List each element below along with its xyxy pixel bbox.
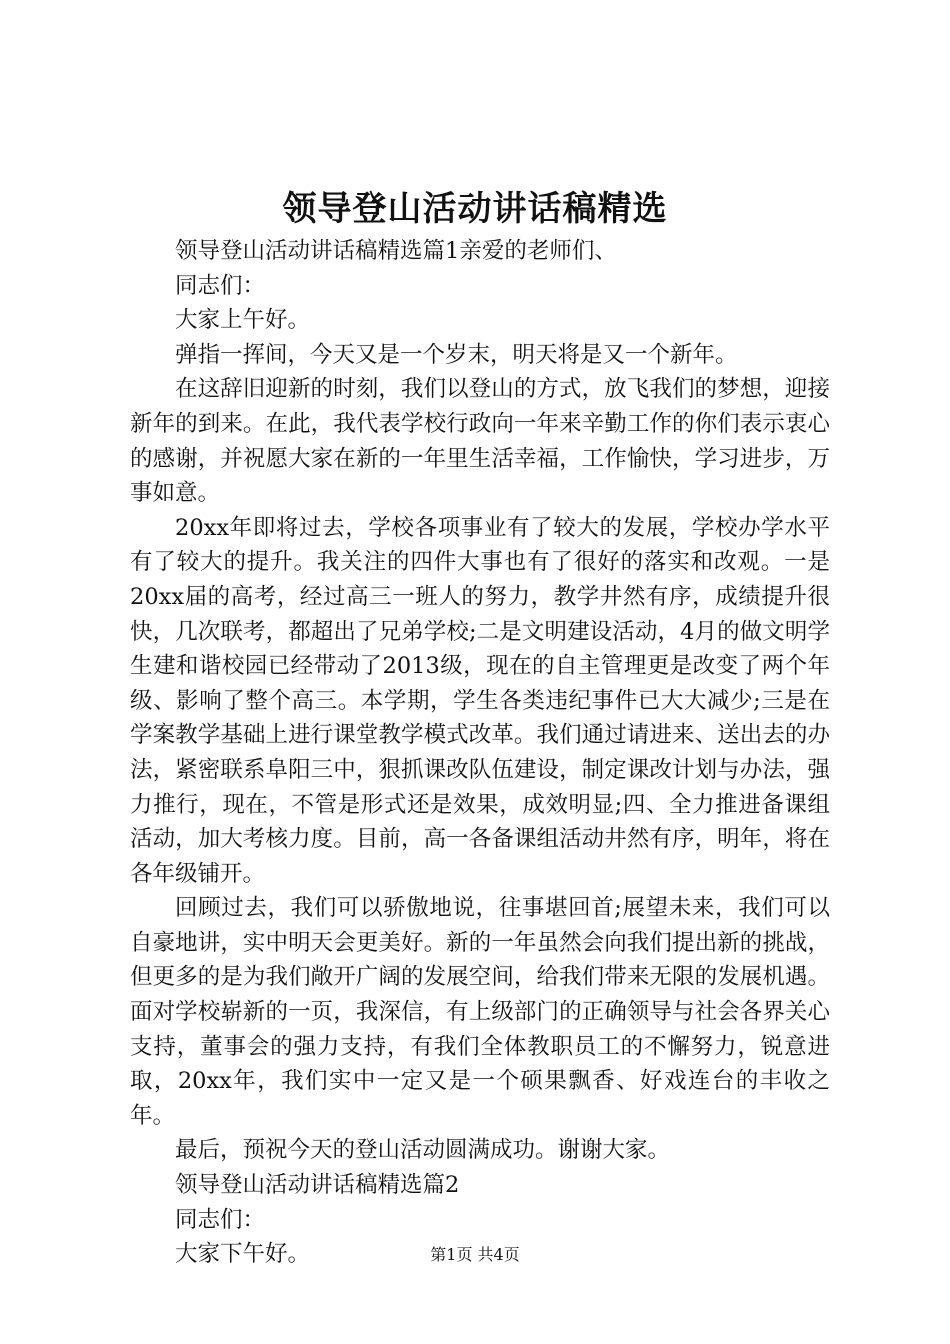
paragraph: 同志们： <box>175 1206 266 1233</box>
paragraph: 领导登山活动讲话稿精选篇1亲爱的老师们、 <box>175 238 617 264</box>
paragraph: 大家下午好。 <box>175 1241 311 1268</box>
paragraph: 20xx年即将过去，学校各项事业有了较大的发展，学校办学水平有了较大的提升。我关注的四件大事也有了很好的落实和改观。一是20xx届的高考，经过高三一班人的努力，教学井然有序，成绩提升很快，几次联考，都超出了兄弟学校;二是文明建设活动，4月的做文明学生建和谐校园已经带动了2013级，现在的自主管理更是改变了两个年级、影响了整个高三。本学期，学生各类违纪事件已大大减少;三是在学案教学基础上进行课堂教学模式改革。我们通过请进来、送出去的办法，紧密联系阜阳三中，狠抓课改队伍建设，制定课改计划与办法，强力推行，现在，不管是形式还是效果，成效明显;四、全力推进备课组活动，加大考核力度。目前，高一各备课组活动井然有序，明年，将在各年级铺开。 <box>130 514 830 887</box>
paragraph: 在这辞旧迎新的时刻，我们以登山的方式，放飞我们的梦想，迎接新年的到来。在此，我代表学校行政向一年来辛勤工作的你们表示衷心的感谢，并祝愿大家在新的一年里生活幸福，工作愉快，学习进步，万事如意。 <box>130 376 830 507</box>
paragraph: 弹指一挥间，今天又是一个岁末，明天将是又一个新年。 <box>175 341 738 368</box>
document-body <box>130 234 830 1272</box>
page-number-footer: 第1页 共4页 <box>430 1245 520 1264</box>
paragraph: 大家上午好。 <box>175 307 311 334</box>
document-title: 领导登山活动讲话稿精选 <box>282 189 668 229</box>
paragraph: 回顾过去，我们可以骄傲地说，往事堪回首;展望未来，我们可以自豪地讲，实中明天会更美好。新的一年虽然会向我们提出新的挑战，但更多的是为我们敞开广阔的发展空间，给我们带来无限的发展机遇。面对学校崭新的一页，我深信，有上级部门的正确领导与社会各界关心支持，董事会的强力支持，有我们全体教职员工的不懈努力，锐意进取，20xx年，我们实中一定又是一个硕果飘香、好戏连台的丰收之年。 <box>130 895 830 1129</box>
paragraph: 领导登山活动讲话稿精选篇2 <box>175 1172 460 1199</box>
paragraph: 同志们： <box>175 272 266 299</box>
paragraph: 最后，预祝今天的登山活动圆满成功。谢谢大家。 <box>175 1137 671 1164</box>
